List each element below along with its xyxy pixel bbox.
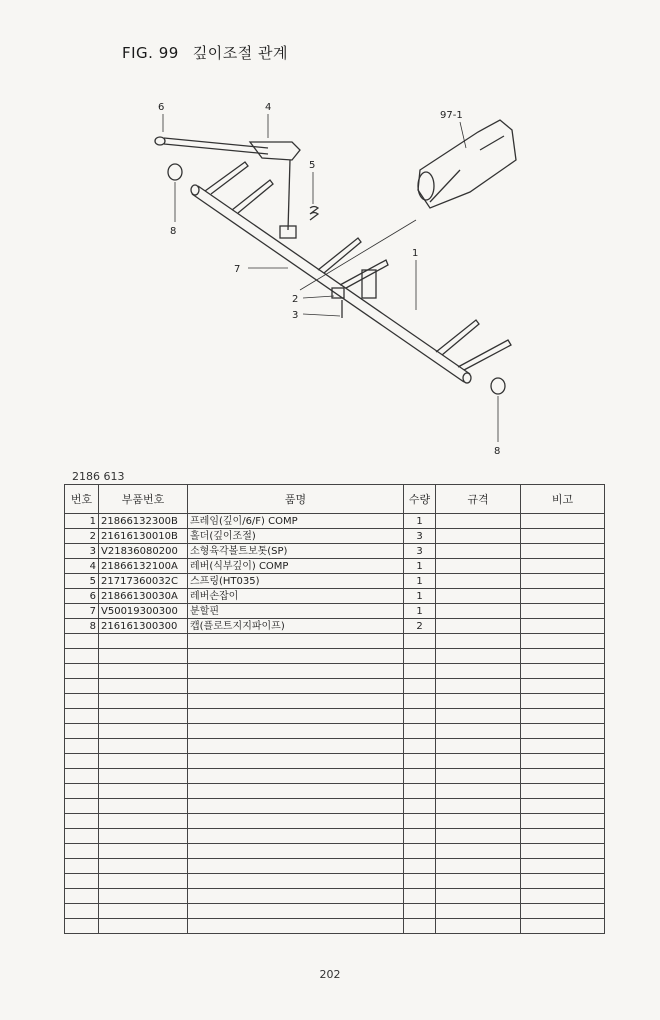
cell-part-number xyxy=(99,679,188,694)
cell-qty xyxy=(404,754,436,769)
cell-remarks xyxy=(521,919,605,934)
leader-line xyxy=(303,296,334,298)
callout-1: 1 xyxy=(412,248,419,259)
frame-bar-end xyxy=(463,373,471,383)
cell-part-number xyxy=(99,694,188,709)
cell-part-number: 21616130010B xyxy=(99,529,188,544)
cell-name: 프레임(깊이/6/F) COMP xyxy=(188,514,404,529)
empty-table-row xyxy=(65,829,605,844)
cell-no xyxy=(65,799,99,814)
cell-name xyxy=(188,919,404,934)
fork-bracket xyxy=(436,320,479,355)
cell-part-number xyxy=(99,874,188,889)
cell-spec xyxy=(436,784,521,799)
cell-name xyxy=(188,754,404,769)
cell-qty xyxy=(404,694,436,709)
cell-qty xyxy=(404,649,436,664)
empty-table-row xyxy=(65,709,605,724)
frame-bar-bottom-edge xyxy=(192,194,464,382)
figure-number: FIG. 99 xyxy=(122,44,179,62)
fork-bracket xyxy=(340,260,388,288)
cell-no xyxy=(65,679,99,694)
cell-name xyxy=(188,679,404,694)
cell-part-number xyxy=(99,784,188,799)
header-qty: 수량 xyxy=(404,485,436,514)
callout-8: 8 xyxy=(170,226,177,237)
cell-qty xyxy=(404,919,436,934)
cell-name xyxy=(188,724,404,739)
lever-rod xyxy=(164,138,268,148)
cell-remarks xyxy=(521,529,605,544)
cell-spec xyxy=(436,619,521,634)
cell-spec xyxy=(436,514,521,529)
figure-caption: 깊이조절 관계 xyxy=(192,44,289,62)
cell-qty xyxy=(404,844,436,859)
cell-part-number: 21866132100A xyxy=(99,559,188,574)
cell-spec xyxy=(436,679,521,694)
callout-7: 7 xyxy=(234,264,241,275)
cell-remarks xyxy=(521,874,605,889)
figure-title xyxy=(122,42,288,63)
cell-qty xyxy=(404,724,436,739)
cell-no: 4 xyxy=(65,559,99,574)
cell-remarks xyxy=(521,604,605,619)
cell-no xyxy=(65,874,99,889)
cell-spec xyxy=(436,919,521,934)
cell-remarks xyxy=(521,634,605,649)
cell-qty xyxy=(404,904,436,919)
cell-part-number xyxy=(99,724,188,739)
cell-part-number: 216161300300 xyxy=(99,619,188,634)
cell-remarks xyxy=(521,739,605,754)
cell-part-number xyxy=(99,814,188,829)
cell-no: 2 xyxy=(65,529,99,544)
cell-part-number xyxy=(99,709,188,724)
cell-no xyxy=(65,754,99,769)
cell-no xyxy=(65,889,99,904)
callout-2: 2 xyxy=(292,294,299,305)
cell-qty xyxy=(404,739,436,754)
cell-spec xyxy=(436,769,521,784)
cell-name xyxy=(188,889,404,904)
cell-remarks xyxy=(521,769,605,784)
cell-remarks xyxy=(521,694,605,709)
empty-table-row xyxy=(65,769,605,784)
cell-spec xyxy=(436,844,521,859)
cell-spec xyxy=(436,739,521,754)
cell-qty xyxy=(404,799,436,814)
cell-no xyxy=(65,739,99,754)
leader-line xyxy=(460,122,466,148)
cell-remarks xyxy=(521,514,605,529)
empty-table-row xyxy=(65,799,605,814)
cell-no: 5 xyxy=(65,574,99,589)
cell-remarks xyxy=(521,814,605,829)
callout-97-1: 97-1 xyxy=(440,110,463,121)
cell-spec xyxy=(436,604,521,619)
cell-remarks xyxy=(521,859,605,874)
header-name: 품명 xyxy=(188,485,404,514)
cell-remarks xyxy=(521,664,605,679)
table-row xyxy=(65,514,605,529)
empty-table-row xyxy=(65,874,605,889)
cell-remarks xyxy=(521,649,605,664)
holder xyxy=(332,288,344,298)
cell-qty: 1 xyxy=(404,589,436,604)
cell-part-number xyxy=(99,844,188,859)
cell-name: 레버손잡이 xyxy=(188,589,404,604)
cell-qty xyxy=(404,679,436,694)
cell-spec xyxy=(436,799,521,814)
cell-spec xyxy=(436,904,521,919)
cell-spec xyxy=(436,829,521,844)
cell-part-number xyxy=(99,904,188,919)
table-row xyxy=(65,589,605,604)
empty-table-row xyxy=(65,919,605,934)
frame-bar-top-edge xyxy=(198,186,470,374)
cell-qty xyxy=(404,709,436,724)
cell-name xyxy=(188,829,404,844)
empty-table-row xyxy=(65,739,605,754)
empty-table-row xyxy=(65,889,605,904)
cell-name: 홀더(깊이조절) xyxy=(188,529,404,544)
cell-qty xyxy=(404,784,436,799)
cell-name xyxy=(188,844,404,859)
cell-name xyxy=(188,874,404,889)
cell-spec xyxy=(436,754,521,769)
cell-no: 1 xyxy=(65,514,99,529)
cell-qty: 1 xyxy=(404,574,436,589)
cell-no: 6 xyxy=(65,589,99,604)
cell-remarks xyxy=(521,799,605,814)
cell-spec xyxy=(436,544,521,559)
cell-name xyxy=(188,904,404,919)
table-header-row xyxy=(65,485,605,514)
cell-remarks xyxy=(521,574,605,589)
cell-no xyxy=(65,664,99,679)
table-row xyxy=(65,529,605,544)
cell-name: 소형육각볼트보톳(SP) xyxy=(188,544,404,559)
cell-remarks xyxy=(521,679,605,694)
callout-8: 8 xyxy=(494,446,501,457)
cell-part-number xyxy=(99,889,188,904)
cell-no xyxy=(65,784,99,799)
cell-qty xyxy=(404,889,436,904)
cell-part-number xyxy=(99,799,188,814)
cell-no: 7 xyxy=(65,604,99,619)
callout-4: 4 xyxy=(265,102,272,113)
table-row xyxy=(65,544,605,559)
empty-table-row xyxy=(65,859,605,874)
fork-bracket xyxy=(205,162,248,194)
cell-no xyxy=(65,634,99,649)
cell-spec xyxy=(436,889,521,904)
cell-part-number xyxy=(99,634,188,649)
parts-table-body xyxy=(65,514,605,934)
callout-5: 5 xyxy=(309,160,316,171)
cell-name xyxy=(188,739,404,754)
empty-table-row xyxy=(65,634,605,649)
cell-name: 캡(플로트지지파이프) xyxy=(188,619,404,634)
cell-no xyxy=(65,694,99,709)
cell-no xyxy=(65,709,99,724)
cell-part-number xyxy=(99,739,188,754)
cell-qty: 3 xyxy=(404,544,436,559)
callout-6: 6 xyxy=(158,102,165,113)
cell-part-number xyxy=(99,919,188,934)
cell-remarks xyxy=(521,559,605,574)
cell-no xyxy=(65,649,99,664)
frame-bar-end xyxy=(191,185,199,195)
page-number: 202 xyxy=(319,968,341,981)
cell-spec xyxy=(436,589,521,604)
cell-part-number xyxy=(99,664,188,679)
header-part-number: 부품번호 xyxy=(99,485,188,514)
cell-spec xyxy=(436,559,521,574)
leader-line xyxy=(300,220,419,290)
cell-no xyxy=(65,724,99,739)
cell-name xyxy=(188,634,404,649)
fork-bracket xyxy=(232,180,273,213)
cell-name xyxy=(188,784,404,799)
housing-flange xyxy=(418,172,434,200)
cell-remarks xyxy=(521,784,605,799)
table-row xyxy=(65,604,605,619)
cell-remarks xyxy=(521,724,605,739)
cell-remarks xyxy=(521,709,605,724)
cell-part-number: V50019300300 xyxy=(99,604,188,619)
empty-table-row xyxy=(65,814,605,829)
lever-grip xyxy=(155,137,165,145)
cell-spec xyxy=(436,709,521,724)
housing-detail xyxy=(480,136,504,150)
cell-qty xyxy=(404,829,436,844)
cell-name: 레버(식부깊이) COMP xyxy=(188,559,404,574)
cell-part-number: V21836080200 xyxy=(99,544,188,559)
cell-name xyxy=(188,799,404,814)
empty-table-row xyxy=(65,679,605,694)
cell-qty xyxy=(404,634,436,649)
fork-bracket xyxy=(318,238,361,273)
cell-name: 분할핀 xyxy=(188,604,404,619)
cell-remarks xyxy=(521,619,605,634)
header-spec: 규격 xyxy=(436,485,521,514)
cell-part-number: 21717360032C xyxy=(99,574,188,589)
cell-qty xyxy=(404,874,436,889)
cell-spec xyxy=(436,664,521,679)
spring xyxy=(310,207,318,221)
cell-remarks xyxy=(521,829,605,844)
cell-part-number xyxy=(99,829,188,844)
cell-qty: 1 xyxy=(404,514,436,529)
cell-remarks xyxy=(521,589,605,604)
table-row xyxy=(65,619,605,634)
parts-table xyxy=(64,484,605,934)
cell-remarks xyxy=(521,544,605,559)
cell-no: 3 xyxy=(65,544,99,559)
cell-no xyxy=(65,919,99,934)
cell-name xyxy=(188,649,404,664)
cap xyxy=(491,378,505,394)
cell-qty xyxy=(404,859,436,874)
cell-no xyxy=(65,769,99,784)
cell-name: 스프링(HT035) xyxy=(188,574,404,589)
callout-3: 3 xyxy=(292,310,299,321)
cell-no xyxy=(65,844,99,859)
lever-shaft xyxy=(288,160,290,230)
fork-bracket xyxy=(458,340,511,370)
empty-table-row xyxy=(65,784,605,799)
cell-spec xyxy=(436,694,521,709)
cell-qty: 3 xyxy=(404,529,436,544)
cell-no xyxy=(65,904,99,919)
cell-no xyxy=(65,829,99,844)
cell-name xyxy=(188,709,404,724)
cell-qty xyxy=(404,664,436,679)
cell-remarks xyxy=(521,889,605,904)
cell-spec xyxy=(436,724,521,739)
empty-table-row xyxy=(65,844,605,859)
cell-spec xyxy=(436,649,521,664)
header-no: 번호 xyxy=(65,485,99,514)
table-row xyxy=(65,574,605,589)
cell-name xyxy=(188,664,404,679)
cell-remarks xyxy=(521,844,605,859)
cell-qty: 1 xyxy=(404,604,436,619)
empty-table-row xyxy=(65,664,605,679)
exploded-parts-drawing xyxy=(0,90,660,460)
cell-spec xyxy=(436,574,521,589)
cell-name xyxy=(188,769,404,784)
cell-qty xyxy=(404,814,436,829)
empty-table-row xyxy=(65,724,605,739)
cell-remarks xyxy=(521,754,605,769)
cell-spec xyxy=(436,814,521,829)
cell-no xyxy=(65,814,99,829)
holder xyxy=(362,270,376,298)
cell-part-number xyxy=(99,769,188,784)
cell-qty xyxy=(404,769,436,784)
cell-qty: 1 xyxy=(404,559,436,574)
cell-spec xyxy=(436,634,521,649)
cell-no: 8 xyxy=(65,619,99,634)
cell-part-number xyxy=(99,754,188,769)
cell-spec xyxy=(436,859,521,874)
cell-name xyxy=(188,859,404,874)
leader-line xyxy=(303,314,340,316)
empty-table-row xyxy=(65,649,605,664)
empty-table-row xyxy=(65,694,605,709)
cell-qty: 2 xyxy=(404,619,436,634)
cell-part-number xyxy=(99,859,188,874)
lever-plate xyxy=(250,142,300,160)
header-remarks: 비고 xyxy=(521,485,605,514)
empty-table-row xyxy=(65,904,605,919)
cell-spec xyxy=(436,874,521,889)
cell-name xyxy=(188,694,404,709)
cell-remarks xyxy=(521,904,605,919)
table-row xyxy=(65,559,605,574)
cell-part-number xyxy=(99,649,188,664)
cap xyxy=(168,164,182,180)
cell-spec xyxy=(436,529,521,544)
reference-code: 2186 613 xyxy=(72,470,125,483)
cell-part-number: 21866130030A xyxy=(99,589,188,604)
cell-name xyxy=(188,814,404,829)
cell-part-number: 21866132300B xyxy=(99,514,188,529)
cell-no xyxy=(65,859,99,874)
empty-table-row xyxy=(65,754,605,769)
